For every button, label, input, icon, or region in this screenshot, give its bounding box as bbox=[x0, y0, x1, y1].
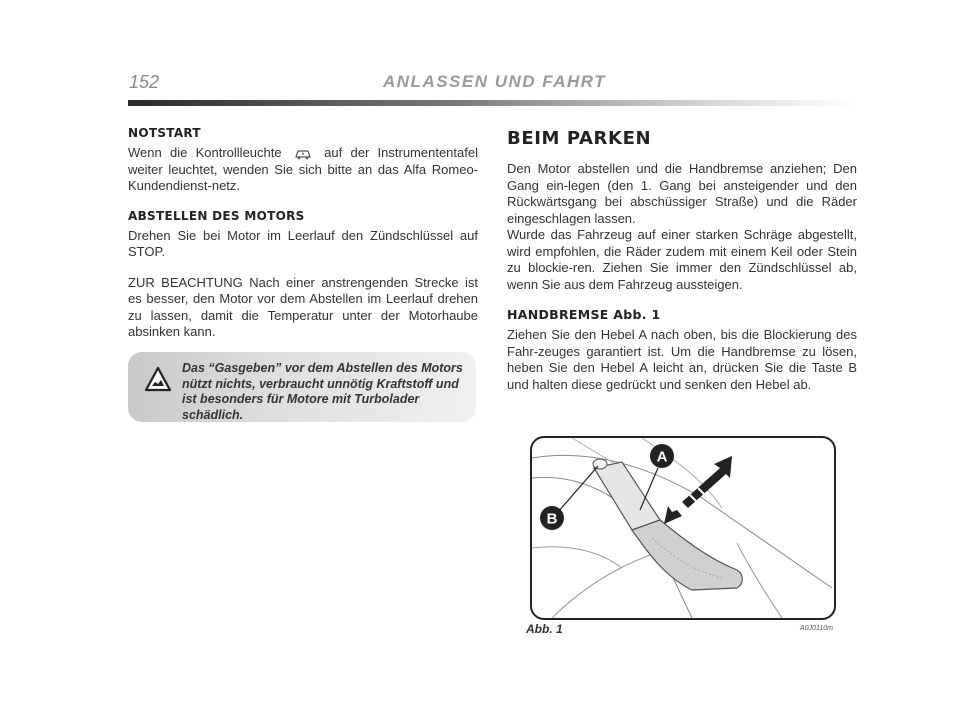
label-a-marker bbox=[650, 444, 674, 468]
notstart-text-after: auf der Instrumententafel weiter leuchtet, wenden Sie sich bitte an das Alfa Romeo-Kundendienst-netz. bbox=[128, 145, 478, 193]
left-column bbox=[128, 126, 478, 353]
engine-warning-icon bbox=[294, 148, 312, 160]
warning-box bbox=[128, 352, 476, 422]
parken-heading: BEIM PARKEN bbox=[507, 128, 652, 149]
figure-caption: Abb. 1 bbox=[526, 622, 563, 636]
notstart-paragraph bbox=[128, 145, 478, 195]
handbrake-figure bbox=[530, 436, 836, 620]
page-number: 152 bbox=[129, 72, 160, 92]
handbremse-heading: HANDBREMSE Abb. 1 bbox=[507, 307, 661, 322]
label-a-text: A bbox=[656, 448, 668, 466]
handbrake-illustration bbox=[532, 438, 834, 618]
notstart-heading: NOTSTART bbox=[128, 126, 201, 140]
label-b-marker bbox=[540, 506, 564, 530]
parken-paragraph: Den Motor abstellen und die Handbremse anziehen; Den Gang ein-legen (den 1. Gang bei ansteigender und den Rückwärtsgang bei abschüssiger Straße) und die Räder eingeschlagen lassen. bbox=[507, 161, 857, 226]
parken-paragraph-2: Wurde das Fahrzeug auf einer starken Schräge abgestellt, wird empfohlen, die Räder zudem mit einem Keil oder Stein zu blockie-ren. Ziehen Sie immer den Zündschlüssel ab, wenn Sie aus dem Fahrzeug aussteigen. bbox=[507, 227, 857, 292]
header-divider bbox=[128, 100, 858, 106]
beachtung-paragraph: ZUR BEACHTUNG Nach einer anstrengenden Strecke ist es besser, den Motor vor dem Abstellen im Leerlauf drehen zu lassen, damit die Temperatur unter der Motorhaube absinken kann. bbox=[128, 274, 478, 339]
figure-code: A0J0110m bbox=[800, 625, 833, 632]
chapter-title: ANLASSEN UND FAHRT bbox=[383, 72, 607, 91]
abstellen-heading: ABSTELLEN DES MOTORS bbox=[128, 208, 305, 223]
movement-arrow-icon bbox=[664, 456, 732, 524]
label-b-text: B bbox=[546, 510, 558, 528]
warning-triangle-icon bbox=[144, 366, 172, 392]
notstart-text-before: Wenn die Kontrollleuchte bbox=[128, 145, 282, 160]
abstellen-paragraph: Drehen Sie bei Motor im Leerlauf den Zündschlüssel auf STOP. bbox=[128, 227, 478, 259]
warning-text: Das “Gasgeben” vor dem Abstellen des Motors nützt nichts, verbraucht unnötig Kraftstoff und ist besonders für Motore mit Turbolader schädlich. bbox=[182, 361, 463, 422]
right-column bbox=[507, 126, 857, 405]
handbremse-paragraph: Ziehen Sie den Hebel A nach oben, bis die Blockierung des Fahr-zeuges garantiert ist. Um die Handbremse zu lösen, heben Sie den Hebel A leicht an, drücken Sie die Taste B und halten diese gedrückt und senken den Hebel ab. bbox=[507, 327, 857, 392]
